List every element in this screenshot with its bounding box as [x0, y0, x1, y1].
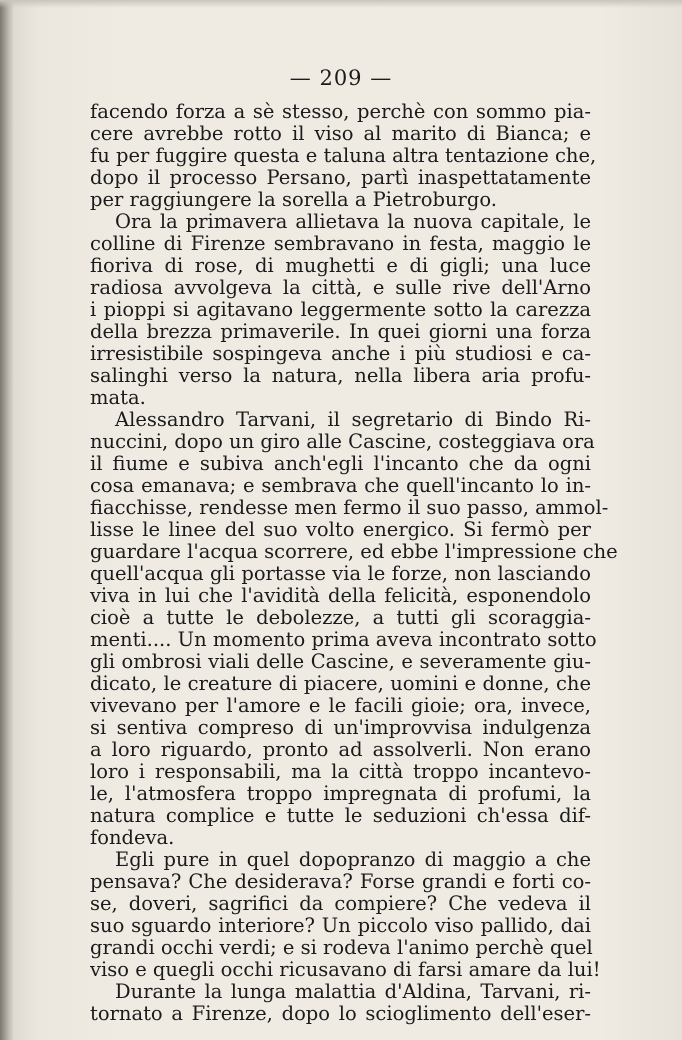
text-line-21: guardare l'acqua scorrere, ed ebbe l'impressione che	[90, 540, 618, 563]
text-line-22: quell'acqua gli portasse via le forze, non lasciando	[90, 562, 591, 585]
text-line-19: fiacchisse, rendesse men fermo il suo passo, ammol-	[90, 496, 609, 519]
text-line-9: radiosa avvolgeva la città, e sulle rive dell'Arno	[90, 276, 591, 299]
text-line-24: cioè a tutte le debolezze, a tutti gli scoraggia-	[90, 606, 591, 629]
text-line-35: Egli pure in quel dopopranzo di maggio a che	[115, 848, 591, 871]
text-line-12: irresistibile sospingeva anche i più studiosi e ca-	[90, 342, 591, 365]
text-line-40: viso e quegli occhi ricusavano di farsi amare da lui!	[90, 958, 601, 981]
text-line-39: grandi occhi verdi; e si rodeva l'animo perchè quel	[90, 936, 593, 959]
text-line-4: dopo il processo Persano, partì inaspettatamente	[90, 166, 591, 189]
text-line-27: dicato, le creature di piacere, uomini e donne, che	[90, 672, 591, 695]
text-line-17: il fiume e subiva anch'egli l'incanto che da ogni	[90, 452, 591, 475]
text-line-18: cosa emanava; e sembrava che quell'incanto lo in-	[90, 474, 591, 497]
text-line-20: lisse le linee del suo volto energico. Si fermò per	[90, 518, 591, 541]
text-line-23: viva in lui che l'avidità della felicità, esponendolo	[90, 584, 591, 607]
text-line-42: tornato a Firenze, dopo lo scioglimento dell'eser-	[90, 1002, 591, 1025]
text-line-10: i pioppi si agitavano leggermente sotto la carezza	[90, 298, 591, 321]
text-line-11: della brezza primaverile. In quei giorni una forza	[90, 320, 591, 343]
page-number: — 209 —	[289, 66, 393, 90]
text-line-13: salinghi verso la natura, nella libera aria profu-	[90, 364, 591, 387]
text-line-16: nuccini, dopo un giro alle Cascine, costeggiava ora	[90, 430, 595, 453]
text-line-41: Durante la lunga malattia d'Aldina, Tarvani, ri-	[115, 980, 591, 1003]
text-line-6: Ora la primavera allietava la nuova capitale, le	[115, 210, 591, 233]
text-line-7: colline di Firenze sembravano in festa, maggio le	[90, 232, 591, 255]
text-line-30: a loro riguardo, pronto ad assolverli. Non erano	[90, 738, 591, 761]
text-line-14: mata.	[90, 386, 146, 409]
text-line-25: menti.... Un momento prima aveva incontrato sotto	[90, 628, 597, 651]
text-line-2: cere avrebbe rotto il viso al marito di Bianca; e	[90, 122, 591, 145]
text-line-29: si sentiva compreso di un'improvvisa indulgenza	[90, 716, 591, 739]
text-line-8: fioriva di rose, di mughetti e di gigli; una luce	[90, 254, 591, 277]
text-line-34: fondeva.	[90, 826, 175, 849]
text-line-15: Alessandro Tarvani, il segretario di Bindo Ri-	[115, 408, 591, 431]
top-edge-shadow	[0, 0, 682, 8]
text-line-36: pensava? Che desiderava? Forse grandi e forti co-	[90, 870, 591, 893]
text-line-31: loro i responsabili, ma la città troppo incantevo-	[90, 760, 591, 783]
text-line-32: le, l'atmosfera troppo impregnata di profumi, la	[90, 782, 591, 805]
text-line-38: suo sguardo interiore? Un piccolo viso pallido, dai	[90, 914, 591, 937]
text-line-33: natura complice e tutte le seduzioni ch'essa dif-	[90, 804, 591, 827]
text-line-26: gli ombrosi viali delle Cascine, e severamente giu-	[90, 650, 591, 673]
text-line-3: fu per fuggire questa e taluna altra tentazione che,	[90, 144, 597, 167]
text-line-1: facendo forza a sè stesso, perchè con sommo pia-	[90, 100, 591, 123]
binding-shadow	[0, 0, 14, 1040]
text-line-5: per raggiungere la sorella a Pietroburgo.	[90, 188, 497, 211]
text-line-37: se, doveri, sagrifici da compiere? Che vedeva il	[90, 892, 591, 915]
text-line-28: vivevano per l'amore e le facili gioie; ora, invece,	[90, 694, 591, 717]
